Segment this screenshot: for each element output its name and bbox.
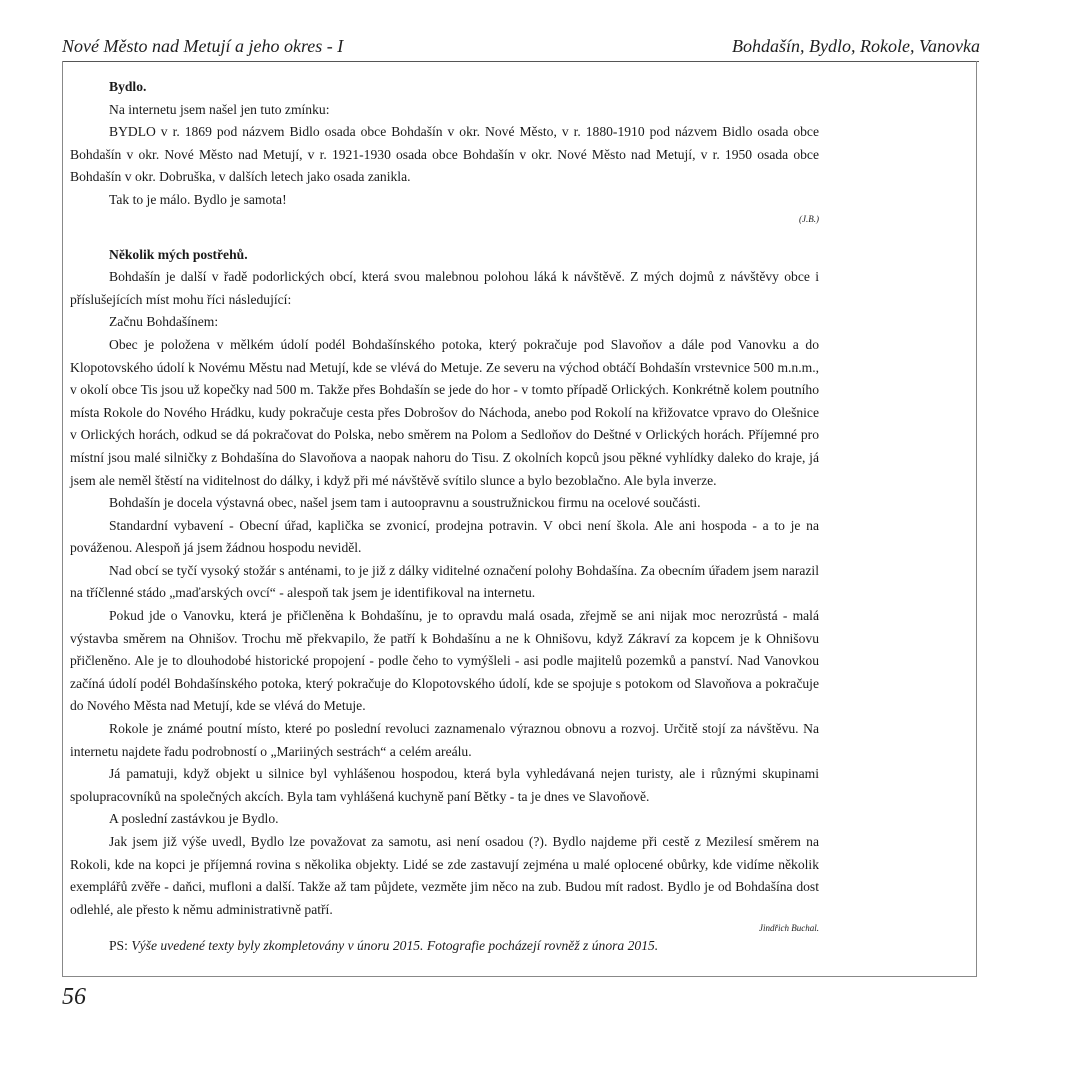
page-number: 56 bbox=[62, 984, 86, 1010]
running-header-left: Nové Město nad Metují a jeho okres - I bbox=[62, 36, 344, 56]
paragraph: Nad obcí se tyčí vysoký stožár s anténami, to je již z dálky viditelné označení polohy Bohdašína. Za obecním úřadem jsem narazil na tříčlenné stádo „maďarských ovcí“ - alespoň tak jsem je identifikoval na internetu. bbox=[70, 562, 819, 601]
ps-text: Výše uvedené texty byly zkompletovány v únoru 2015. Fotografie pocházejí rovněž z února 2015. bbox=[131, 938, 659, 954]
paragraph: BYDLO v r. 1869 pod názvem Bidlo osada obce Bohdašín v okr. Nové Město, v r. 1880-1910 pod názvem Bidlo osada obce Bohdašín v okr. Nové Město nad Metují, v r. 1921-1930 osada obce Bohdašín v okr. Nové Město nad Metují, v r. 1950 osada obce Bohdašín v okr. Dobruška, v dalších letech jako osada zanikla. bbox=[70, 124, 819, 185]
article-body bbox=[70, 76, 819, 958]
signature-author: Jindřich Buchal. bbox=[759, 923, 819, 934]
running-header-right: Bohdašín, Bydlo, Rokole, Vanovka bbox=[732, 36, 980, 56]
paragraph: Tak to je málo. Bydlo je samota! bbox=[109, 191, 287, 207]
paragraph: Na internetu jsem našel jen tuto zmínku: bbox=[109, 101, 330, 117]
ps-label: PS: bbox=[109, 938, 128, 954]
postscript bbox=[70, 935, 819, 958]
paragraph: Jak jsem již výše uvedl, Bydlo lze považovat za samotu, asi není osadou (?). Bydlo najdeme při cestě z Mezilesí směrem na Rokoli, kde na kopci je příjemná rovina s několika objekty. Lidé se zde zastavují zejména u malé oplocené obůrky, kde vidíme několik exemplářů zvěře - daňci, mufloni a další. Takže až tam půjdete, vezměte jim něco na zub. Budou mít radost. Bydlo je od Bohdašína dost odlehlé, ale přesto k němu administrativně patří. bbox=[70, 834, 819, 917]
paragraph: Bohdašín je další v řadě podorlických obcí, která svou malebnou polohou láká k návštěvě. Z mých dojmů z návštěvy obce i příslušejících míst mohu říci následující: bbox=[70, 269, 819, 307]
paragraph: Já pamatuji, když objekt u silnice byl vyhlášenou hospodou, která byla vyhledávaná nejen turisty, ale i různými skupinami spolupracovníků na společných akcích. Byla tam vyhlášená kuchyně paní Bětky - ta je dnes ve Slavoňově. bbox=[70, 766, 819, 804]
section-heading-postrehy: Několik mých postřehů. bbox=[109, 246, 248, 262]
paragraph: Rokole je známé poutní místo, které po poslední revoluci zaznamenalo výraznou obnovu a rozvoj. Určitě stojí za návštěvu. Na internetu najdete řadu podrobností o „Mariiných sestrách“ a celém areálu. bbox=[70, 721, 819, 759]
paragraph: Standardní vybavení - Obecní úřad, kaplička se zvonicí, prodejna potravin. V obci není škola. Ale ani hospoda - a to je na pováženou. Alespoň já jsem žádnou hospodu neviděl. bbox=[70, 517, 819, 556]
paragraph: Obec je položena v mělkém údolí podél Bohdašínského potoka, který pokračuje pod Slavoňov a dále pod Vanovku a do Klopotovského údolí k Novému Městu nad Metují, kde se vlévá do Metuje. Ze severu na východ obtáčí Bohdašín vrstevnice 500 m.n.m., v okolí obce Tis jsou už kopečky nad 500 m. Takže přes Bohdašín se jede do hor - v tomto případě Orlických. Konkrétně kolem poutního místa Rokole do Nového Hrádku, kudy pokračuje cesta přes Dobrošov do Náchoda, anebo pod Rokolí na křižovatce vpravo do Olešnice v Orlických horách, odkud se dá pokračovat do Polska, nebo směrem na Polom a Sedloňov do Deštné v Orlických horách. Příjemné pro místní jsou malé silničky z Bohdašína do Slavoňova a naopak nahoru do Tisu. Z okolních kopců jsou pěkné vyhlídky daleko do kraje, já jsem ale neměl štěstí na viditelnost do dálky, i když při mé návštěvě svítilo slunce a bylo bezoblačno. Ale byla inverze. bbox=[70, 336, 819, 488]
paragraph: A poslední zastávkou je Bydlo. bbox=[109, 811, 279, 827]
paragraph: Bohdašín je docela výstavná obec, našel jsem tam i autoopravnu a soustružnickou firmu na ocelové součásti. bbox=[109, 495, 701, 511]
paragraph: Pokud jde o Vanovku, která je přičleněna k Bohdašínu, je to opravdu malá osada, zřejmě se ani nijak moc nerozrůstá - malá výstavba směrem na Ohnišov. Trochu mě překvapilo, že patří k Bohdašínu a ne k Ohnišovu, když Zákraví za kopcem je k Ohnišovu přičleněno. Ale je to dlouhodobé historické propojení - podle čeho to vymýšleli - asi podle majitelů pozemků a panství. Nad Vanovkou začíná údolí podél Bohdašínského potoka, který pokračuje do Klopotovského údolí, kde se spojuje s potokom od Slavoňova a pokračuje do Nového Města nad Metují, kde se vlévá do Metuje. bbox=[70, 608, 819, 714]
paragraph: Začnu Bohdašínem: bbox=[109, 314, 219, 330]
section-heading-bydlo: Bydlo. bbox=[109, 79, 147, 94]
signature-jb: (J.B.) bbox=[799, 213, 819, 224]
